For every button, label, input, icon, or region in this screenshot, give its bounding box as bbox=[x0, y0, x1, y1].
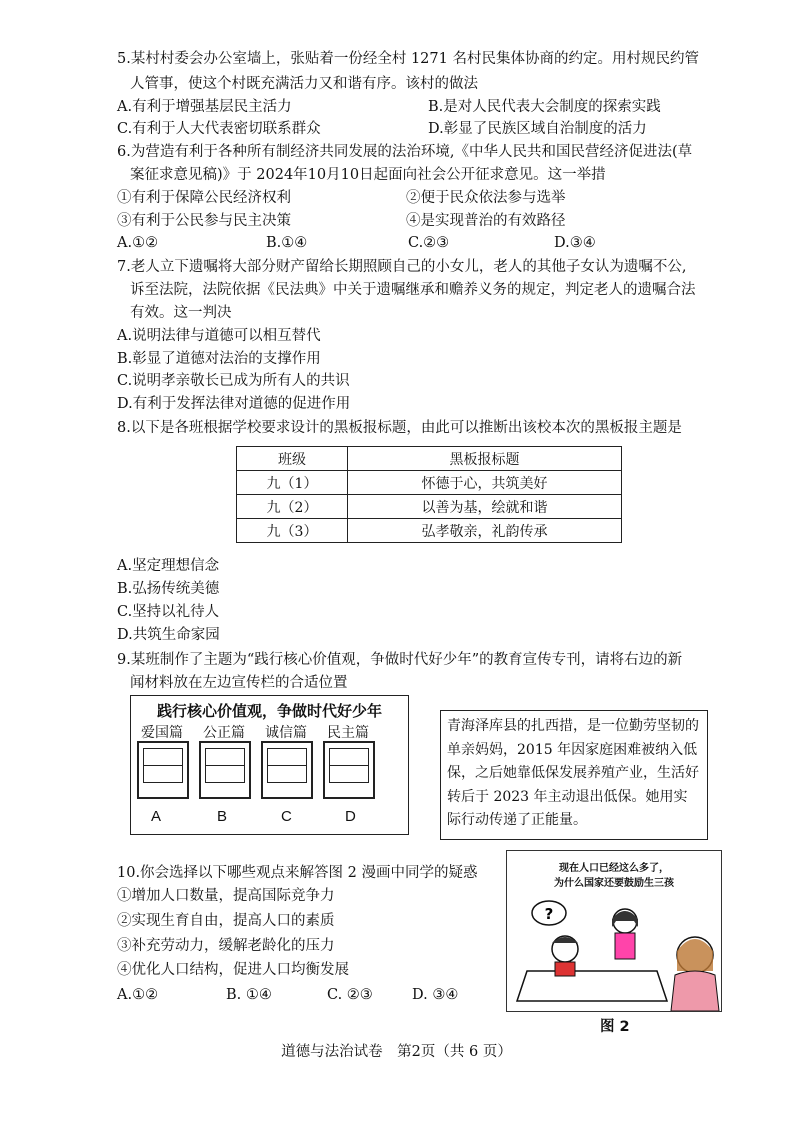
q5-option-b: B.是对人民代表大会制度的探索实践 bbox=[428, 99, 661, 115]
q7-option-d: D.有利于发挥法律对道德的促进作用 bbox=[117, 396, 351, 412]
table-row bbox=[237, 471, 622, 495]
table-cell-class: 九（2） bbox=[237, 495, 348, 519]
q7-stem-line-1: 7.老人立下遗嘱将大部分财产留给长期照顾自己的小女儿，老人的其他子女认为遗嘱不公, bbox=[117, 259, 687, 275]
q10-statement-1: ①增加人口数量，提高国际竞争力 bbox=[117, 888, 335, 904]
slot-box-c bbox=[261, 741, 313, 799]
q10-option-d: D. ③④ bbox=[412, 987, 459, 1003]
table-cell-title: 弘孝敬亲，礼韵传承 bbox=[348, 519, 622, 543]
column-label-democracy: 民主篇 bbox=[327, 725, 369, 741]
column-label-patriotism: 爱国篇 bbox=[141, 725, 183, 741]
q7-stem-line-2: 诉至法院，法院依据《民法典》中关于遗嘱继承和赡养义务的规定，判定老人的遗嘱合法 bbox=[130, 282, 696, 298]
slot-box-a bbox=[137, 741, 189, 799]
girl-body bbox=[615, 933, 635, 959]
desk-shape bbox=[517, 971, 667, 1001]
q7-option-b: B.彰显了道德对法治的支撑作用 bbox=[117, 351, 321, 367]
q10-statement-4: ④优化人口结构，促进人口均衡发展 bbox=[117, 962, 349, 978]
slot-letter-c: C bbox=[281, 808, 292, 825]
q10-option-a: A.①② bbox=[117, 987, 159, 1003]
table-cell-title: 以善为基，绘就和谐 bbox=[348, 495, 622, 519]
q8-option-a: A.坚定理想信念 bbox=[117, 558, 220, 574]
q5-option-d: D.彰显了民族区域自治制度的活力 bbox=[428, 121, 647, 137]
q10-option-c: C. ②③ bbox=[327, 987, 373, 1003]
q10-option-b: B. ①④ bbox=[226, 987, 272, 1003]
table-cell-title: 怀德于心，共筑美好 bbox=[348, 471, 622, 495]
table-cell-class: 九（3） bbox=[237, 519, 348, 543]
boy-hair bbox=[552, 937, 578, 943]
q7-option-c: C.说明孝亲敬长已成为所有人的共识 bbox=[117, 373, 350, 389]
cartoon-caption-line-2: 为什么国家还要鼓励生三孩 bbox=[554, 878, 674, 889]
q5-option-c: C.有利于人大代表密切联系群众 bbox=[117, 121, 321, 137]
teacher-body bbox=[671, 971, 719, 1011]
cartoon-figure bbox=[506, 850, 722, 1012]
blackboard-title-table bbox=[236, 446, 622, 543]
q6-option-a: A.①② bbox=[117, 235, 159, 251]
column-label-justice: 公正篇 bbox=[203, 725, 245, 741]
figure-2-label: 图 2 bbox=[600, 1019, 630, 1035]
slot-letter-d: D bbox=[345, 808, 356, 825]
q10-stem: 10.你会选择以下哪些观点来解答图 2 漫画中同学的疑惑 bbox=[117, 865, 478, 881]
news-material-box: 青海泽库县的扎西措，是一位勤劳坚韧的单亲妈妈，2015 年因家庭困难被纳入低保，之后她靠低保发展养殖产业，生活好转后于 2023 年主动退出低保。她用实际行动传递了正能量。 bbox=[440, 710, 708, 840]
q6-stem-line-2: 案征求意见稿)》于 2024年10月10日起面向社会公开征求意见。这一举措 bbox=[130, 167, 606, 183]
q5-stem-line-2: 人管事，使这个村既充满活力又和谐有序。该村的做法 bbox=[130, 76, 478, 92]
q6-stem-line-1: 6.为营造有利于各种所有制经济共同发展的法治环境,《中华人民共和国民营经济促进法(草 bbox=[117, 144, 693, 160]
boy-body bbox=[555, 962, 575, 976]
q8-option-b: B.弘扬传统美德 bbox=[117, 581, 220, 597]
column-label-integrity: 诚信篇 bbox=[265, 725, 307, 741]
q5-stem-line-1: 5.某村村委会办公室墙上，张贴着一份经全村 1271 名村民集体协商的约定。用村规民约管 bbox=[117, 51, 699, 67]
slot-letter-a: A bbox=[151, 808, 162, 825]
question-mark: ? bbox=[544, 905, 554, 923]
q5-option-a: A.有利于增强基层民主活力 bbox=[117, 99, 292, 115]
cartoon-caption-line-1: 现在人口已经这么多了， bbox=[559, 863, 669, 874]
q8-option-c: C.坚持以礼待人 bbox=[117, 604, 220, 620]
column-header-class: 班级 bbox=[237, 447, 348, 471]
slot-letter-b: B bbox=[217, 808, 228, 825]
q8-option-d: D.共筑生命家园 bbox=[117, 627, 220, 643]
slot-box-b bbox=[199, 741, 251, 799]
bulletin-board-title: 践行核心价值观，争做时代好少年 bbox=[156, 702, 382, 720]
q7-option-a: A.说明法律与道德可以相互替代 bbox=[117, 328, 321, 344]
q9-stem-line-1: 9.某班制作了主题为“践行核心价值观，争做时代好少年”的教育宣传专刊，请将右边的新 bbox=[117, 652, 683, 668]
table-row bbox=[237, 495, 622, 519]
q6-statement-1: ①有利于保障公民经济权利 bbox=[117, 190, 291, 206]
q10-statement-3: ③补充劳动力，缓解老龄化的压力 bbox=[117, 938, 335, 954]
table-cell-class: 九（1） bbox=[237, 471, 348, 495]
page-footer: 道德与法治试卷 第2页（共 6 页） bbox=[281, 1044, 512, 1060]
q6-statement-4: ④是实现普治的有效路径 bbox=[406, 213, 566, 229]
q6-statement-2: ②便于民众依法参与选举 bbox=[406, 190, 566, 206]
q6-statement-3: ③有利于公民参与民主决策 bbox=[117, 213, 291, 229]
q6-option-c: C.②③ bbox=[408, 235, 450, 251]
slot-box-d bbox=[323, 741, 375, 799]
bulletin-board-panel bbox=[130, 695, 409, 835]
table-row bbox=[237, 519, 622, 543]
q7-stem-line-3: 有效。这一判决 bbox=[130, 305, 232, 321]
column-header-title: 黑板报标题 bbox=[348, 447, 622, 471]
q6-option-b: B.①④ bbox=[266, 235, 308, 251]
q6-option-d: D.③④ bbox=[554, 235, 596, 251]
q10-statement-2: ②实现生育自由，提高人口的素质 bbox=[117, 913, 335, 929]
cartoon-illustration bbox=[507, 851, 721, 1011]
q9-stem-line-2: 闻材料放在左边宣传栏的合适位置 bbox=[130, 675, 348, 691]
q8-stem: 8.以下是各班根据学校要求设计的黑板报标题，由此可以推断出该校本次的黑板报主题是 bbox=[117, 420, 682, 436]
table-header-row bbox=[237, 447, 622, 471]
